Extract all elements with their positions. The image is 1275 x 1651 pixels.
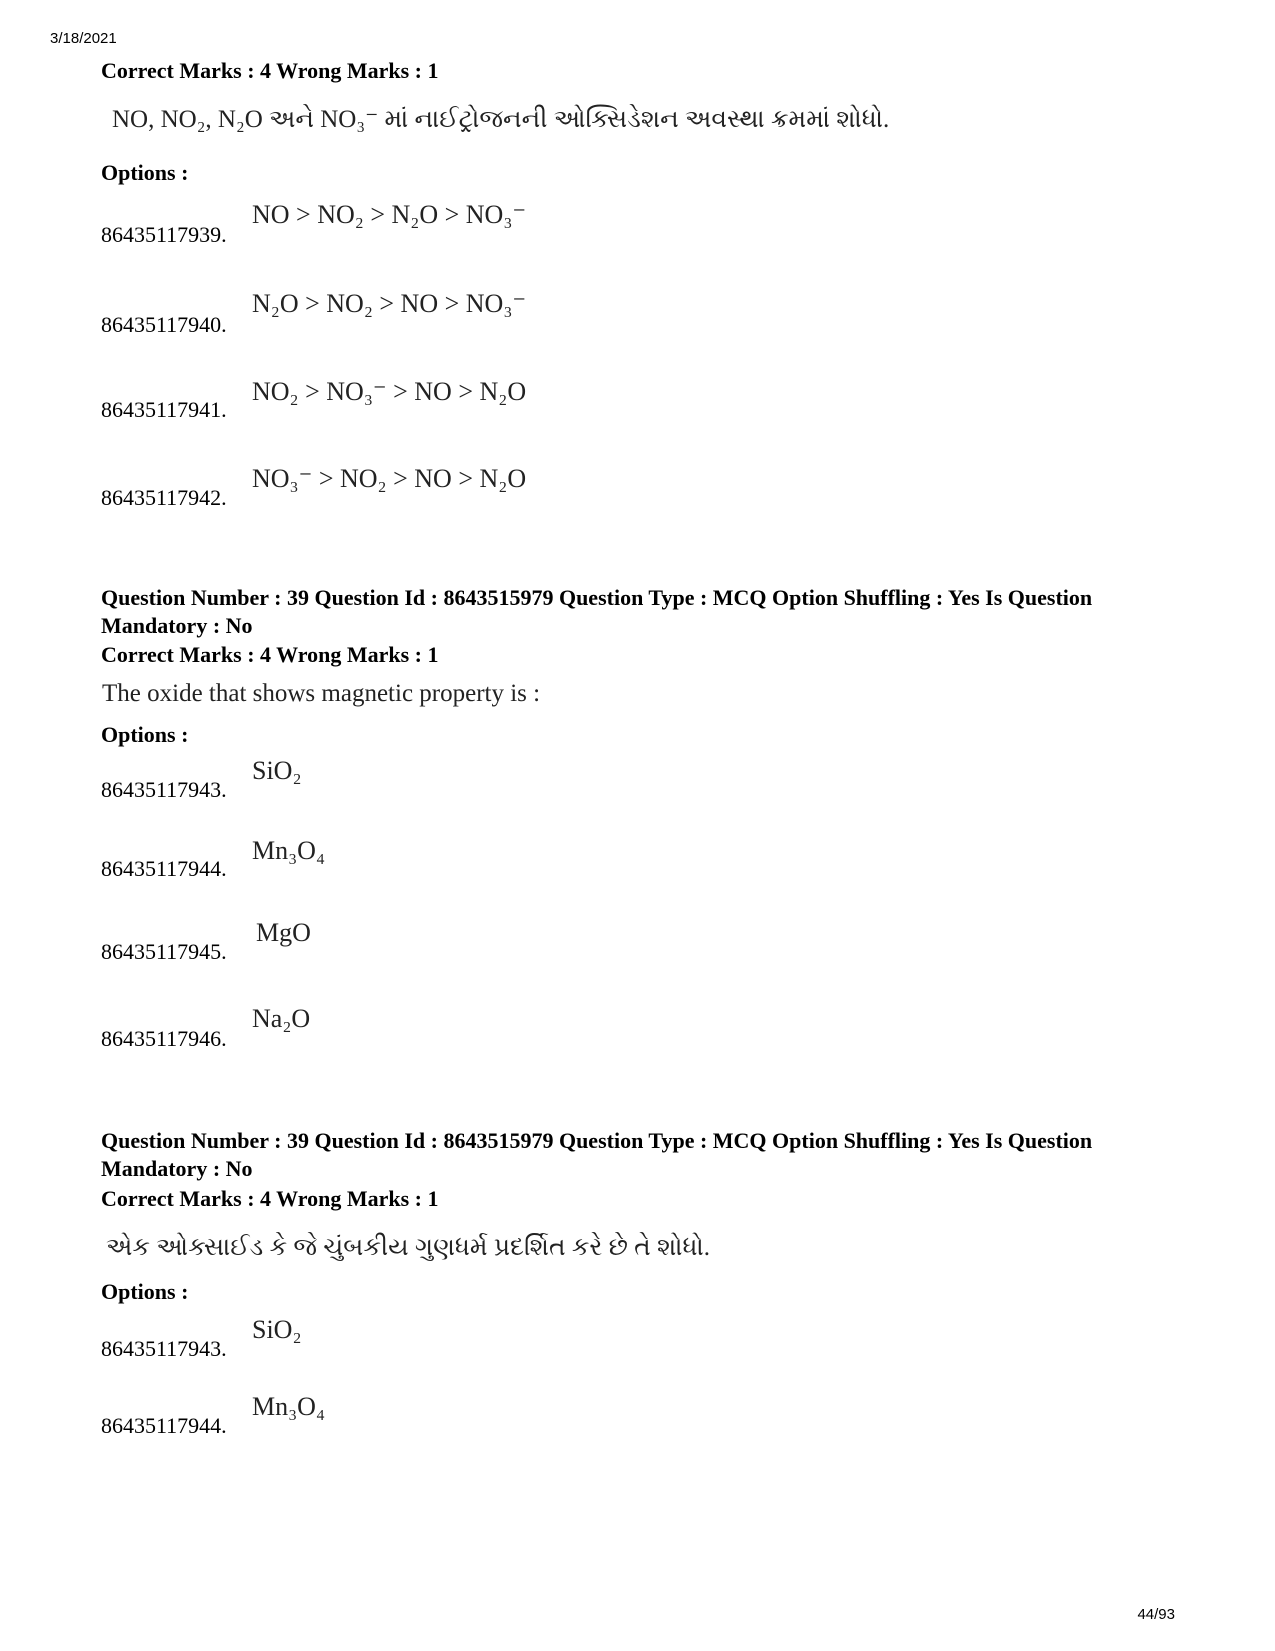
option-formula: NO₂ > NO₃⁻ > NO > N₂O (252, 377, 527, 406)
question-text: એક ઓક્સાઈડ કે જે ચુંબકીય ગુણધર્મ પ્રદર્શિત કરે છે તે શોધો. (106, 1234, 711, 1261)
question-header: Question Number : 39 Question Id : 8643515979 Question Type : MCQ Option Shuffling : Yes Is Question Mandatory : No (101, 1128, 1093, 1181)
marks-line: Correct Marks : 4 Wrong Marks : 1 (101, 1186, 439, 1211)
option-id: 86435117944. (101, 1413, 227, 1438)
option-formula: SiO₂ (252, 1315, 302, 1344)
option-formula: Mn₃O₄ (252, 836, 326, 865)
option-id: 86435117941. (101, 397, 227, 422)
option-formula: NO > NO₂ > N₂O > NO₃⁻ (252, 200, 527, 229)
option-formula: NO₃⁻ > NO₂ > NO > N₂O (252, 464, 527, 493)
option-formula: Mn₃O₄ (252, 1392, 326, 1421)
question-text: NO, NO₂, N₂O અને NO₃⁻ માં નાઈટ્રોજનની ઓક્સિડેશન અવસ્થા ક્રમમાં શોધો. (112, 106, 890, 133)
option-id: 86435117946. (101, 1026, 227, 1051)
print-date: 3/18/2021 (50, 30, 117, 47)
options-label: Options : (101, 722, 189, 747)
option-formula: Na₂O (252, 1004, 311, 1033)
option-formula: SiO₂ (252, 756, 302, 785)
option-id: 86435117943. (101, 1336, 227, 1361)
option-id: 86435117945. (101, 939, 227, 964)
option-formula: MgO (256, 918, 311, 947)
option-id: 86435117940. (101, 312, 227, 337)
marks-line: Correct Marks : 4 Wrong Marks : 1 (101, 642, 439, 667)
option-id: 86435117944. (101, 856, 227, 881)
option-id: 86435117942. (101, 485, 227, 510)
marks-line: Correct Marks : 4 Wrong Marks : 1 (101, 58, 439, 83)
question-header: Question Number : 39 Question Id : 8643515979 Question Type : MCQ Option Shuffling : Yes Is Question Mandatory : No (101, 585, 1093, 638)
option-id: 86435117943. (101, 777, 227, 802)
options-label: Options : (101, 160, 189, 185)
option-formula: N₂O > NO₂ > NO > NO₃⁻ (252, 289, 527, 318)
options-label: Options : (101, 1279, 189, 1304)
option-id: 86435117939. (101, 222, 227, 247)
question-text: The oxide that shows magnetic property is : (102, 680, 541, 707)
page-number: 44/93 (1137, 1606, 1175, 1623)
